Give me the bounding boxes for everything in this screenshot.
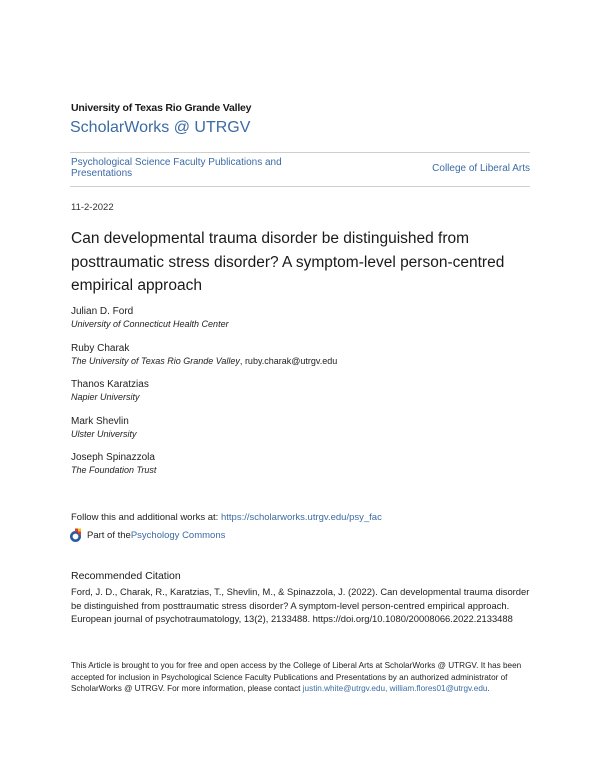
divider-top [70, 152, 530, 153]
email-separator: , [385, 684, 390, 694]
period: . [487, 684, 490, 694]
publication-date: 11-2-2022 [71, 202, 114, 213]
collection-link[interactable]: Psychological Science Faculty Publications and Presentations [71, 157, 282, 179]
part-of-line [69, 528, 225, 542]
author-entry [71, 415, 531, 441]
author-name: Ruby Charak [71, 342, 130, 354]
network-commons-icon [69, 528, 83, 542]
author-entry [71, 342, 531, 368]
author-name: Joseph Spinazzola [71, 452, 155, 463]
author-name: Thanos Karatzias [71, 379, 149, 390]
author-name: Julian D. Ford [71, 306, 134, 317]
author-affiliation-line: The University of Texas Rio Grande Valley, ruby.charak@utrgv.edu [71, 355, 338, 366]
department-link[interactable]: College of Liberal Arts [432, 163, 530, 174]
author-affiliation: Ulster University [71, 428, 137, 439]
repository-link[interactable]: ScholarWorks @ UTRGV [70, 119, 251, 136]
university-name: University of Texas Rio Grande Valley [71, 102, 252, 114]
author-list [71, 305, 531, 488]
psychology-commons-link[interactable]: Psychology Commons [130, 529, 226, 541]
contact-email-link-2[interactable]: william.flores01@utrgv.edu [389, 684, 488, 694]
author-entry [71, 305, 531, 331]
citation-text: Ford, J. D., Charak, R., Karatzias, T., Shevlin, M., & Spinazzola, J. (2022). Can developmental trauma disorder be distinguished from posttraumatic stress disorder? A symptom-level person-centred empirical approach. European journal of psychotraumatology, 13(2), 2133488. https://doi.org/10.1080/20008066.2022.2133488 [71, 586, 530, 625]
access-statement-text: This Article is brought to you for free and open access by the College of Liberal Arts at ScholarWorks @ UTRGV. It has been accepted for inclusion in Psychological Science Faculty Publications and Presentations by an authorized administrator of ScholarWorks @ UTRGV. For more information, please contact [71, 661, 522, 694]
author-affiliation: Napier University [71, 392, 140, 402]
author-affiliation: University of Connecticut Health Center [71, 319, 229, 329]
follow-label: Follow this and additional works at: [71, 512, 221, 523]
author-entry [71, 378, 531, 404]
follow-line [71, 512, 382, 523]
author-affiliation: The Foundation Trust [71, 465, 157, 475]
author-entry [71, 451, 531, 477]
citation-heading: Recommended Citation [71, 570, 181, 582]
divider-bottom [70, 186, 530, 187]
contact-email-link[interactable]: justin.white@utrgv.edu [302, 684, 386, 694]
access-statement [71, 660, 536, 695]
part-of-label: Part of the [87, 529, 131, 541]
collection-url-link[interactable]: https://scholarworks.utrgv.edu/psy_fac [220, 512, 382, 523]
author-email: ruby.charak@utrgv.edu [244, 355, 338, 366]
author-affiliation: The University of Texas Rio Grande Valley [71, 355, 240, 366]
author-name: Mark Shevlin [71, 415, 129, 427]
article-title: Can developmental trauma disorder be distinguished from posttraumatic stress disorder? A symptom-level person-centred empirical approach [71, 230, 505, 294]
